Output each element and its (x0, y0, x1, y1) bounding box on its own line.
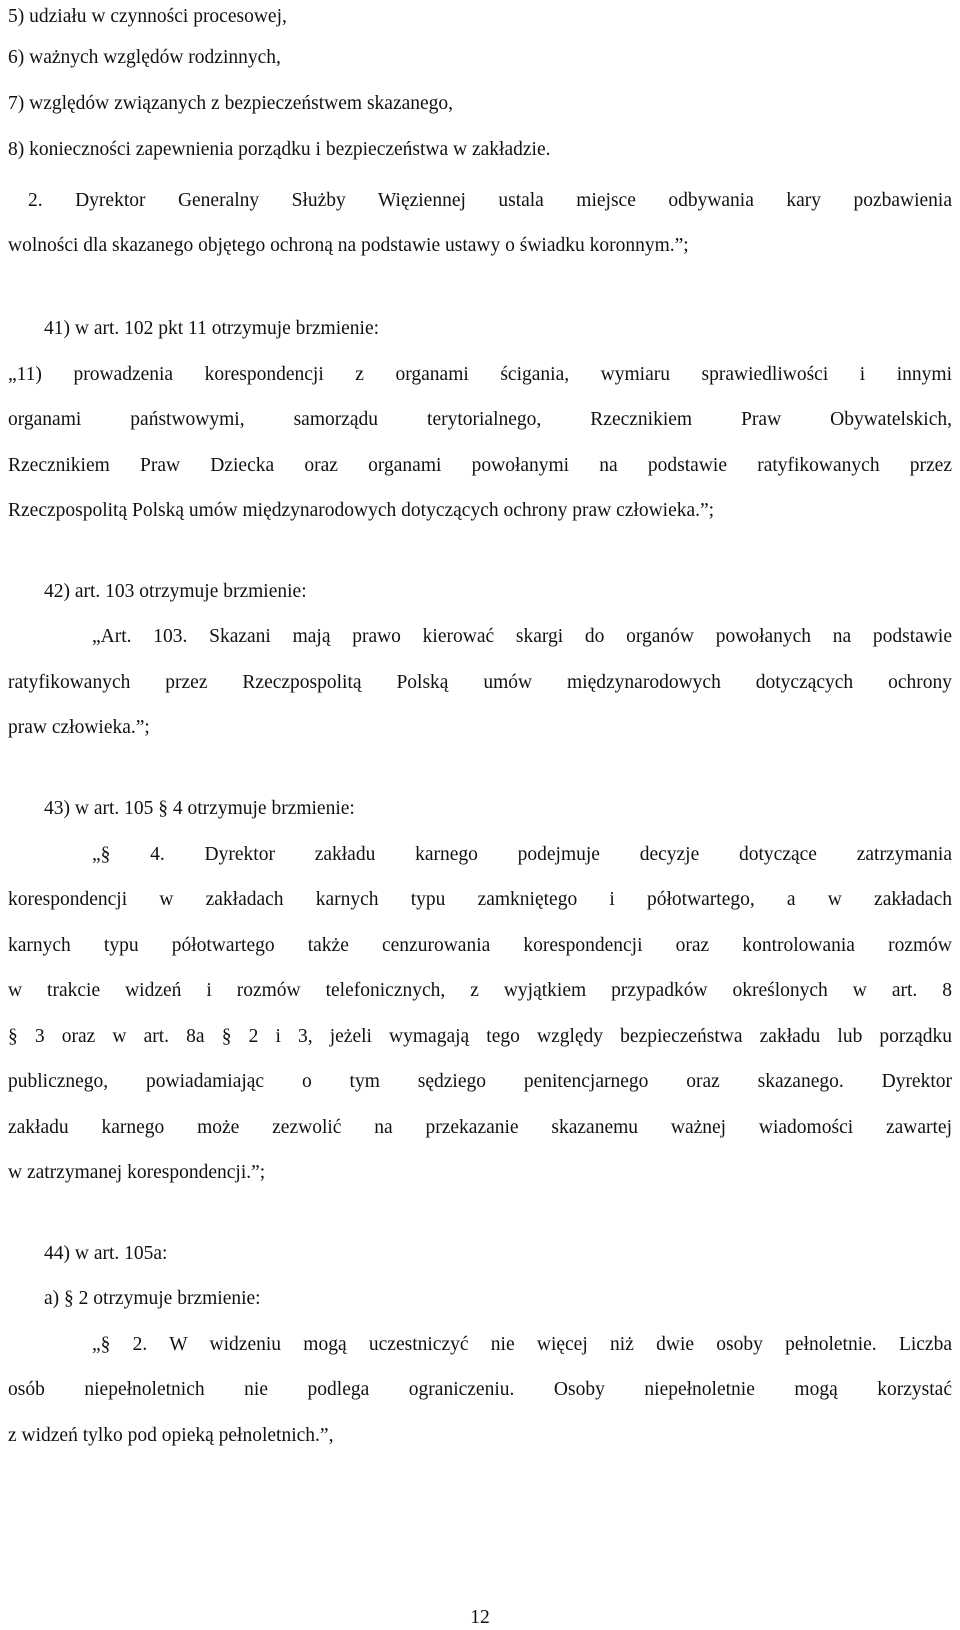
text-line: 7) względów związanych z bezpieczeństwem skazanego, (8, 93, 454, 114)
text-line: § 3 oraz w art. 8a § 2 i 3, jeżeli wymagają tego względy bezpieczeństwa zakładu lub porządku (8, 1026, 952, 1047)
text-line: zakładu karnego może zezwolić na przekazanie skazanemu ważnej wiadomości zawartej (8, 1117, 952, 1138)
text-line: osób niepełnoletnich nie podlega ograniczeniu. Osoby niepełnoletnie mogą korzystać (8, 1379, 952, 1400)
text-line: a) § 2 otrzymuje brzmienie: (44, 1288, 261, 1309)
text-line: ratyfikowanych przez Rzeczpospolitą Polską umów międzynarodowych dotyczących ochrony (8, 672, 952, 693)
text-line: w zatrzymanej korespondencji.”; (8, 1162, 266, 1183)
text-line: karnych typu półotwartego także cenzurowania korespondencji oraz kontrolowania rozmów (8, 935, 952, 956)
text-line: 44) w art. 105a: (44, 1243, 168, 1264)
text-line: Rzeczpospolitą Polską umów międzynarodowych dotyczących ochrony praw człowieka.”; (8, 500, 715, 521)
text-line: publicznego, powiadamiając o tym sędziego penitencjarnego oraz skazanego. Dyrektor (8, 1071, 952, 1092)
text-line: „11) prowadzenia korespondencji z organami ścigania, wymiaru sprawiedliwości i innymi (8, 364, 952, 385)
text-line: 8) konieczności zapewnienia porządku i bezpieczeństwa w zakładzie. (8, 139, 551, 160)
text-line: z widzeń tylko pod opieką pełnoletnich.”, (8, 1425, 334, 1446)
text-line: w trakcie widzeń i rozmów telefonicznych, z wyjątkiem przypadków określonych w art. 8 (8, 980, 952, 1001)
text-line: organami państwowymi, samorządu terytorialnego, Rzecznikiem Praw Obywatelskich, (8, 409, 952, 430)
page-number: 12 (470, 1607, 490, 1628)
text-line: „Art. 103. Skazani mają prawo kierować skargi do organów powołanych na podstawie (92, 626, 952, 647)
text-line: 42) art. 103 otrzymuje brzmienie: (44, 581, 307, 602)
text-line: 41) w art. 102 pkt 11 otrzymuje brzmienie: (44, 318, 380, 339)
text-line: praw człowieka.”; (8, 717, 150, 738)
text-line: korespondencji w zakładach karnych typu zamkniętego i półotwartego, a w zakładach (8, 889, 952, 910)
text-line: 43) w art. 105 § 4 otrzymuje brzmienie: (44, 798, 355, 819)
text-line: 2. Dyrektor Generalny Służby Więziennej ustala miejsce odbywania kary pozbawienia (28, 190, 952, 211)
text-line: „§ 4. Dyrektor zakładu karnego podejmuje decyzje dotyczące zatrzymania (92, 844, 952, 865)
text-line: Rzecznikiem Praw Dziecka oraz organami powołanymi na podstawie ratyfikowanych przez (8, 455, 952, 476)
text-line: wolności dla skazanego objętego ochroną na podstawie ustawy o świadku koronnym.”; (8, 235, 689, 256)
text-line: 5) udziału w czynności procesowej, (8, 6, 287, 27)
text-line: „§ 2. W widzeniu mogą uczestniczyć nie więcej niż dwie osoby pełnoletnie. Liczba (92, 1334, 952, 1355)
text-line: 6) ważnych względów rodzinnych, (8, 47, 281, 68)
